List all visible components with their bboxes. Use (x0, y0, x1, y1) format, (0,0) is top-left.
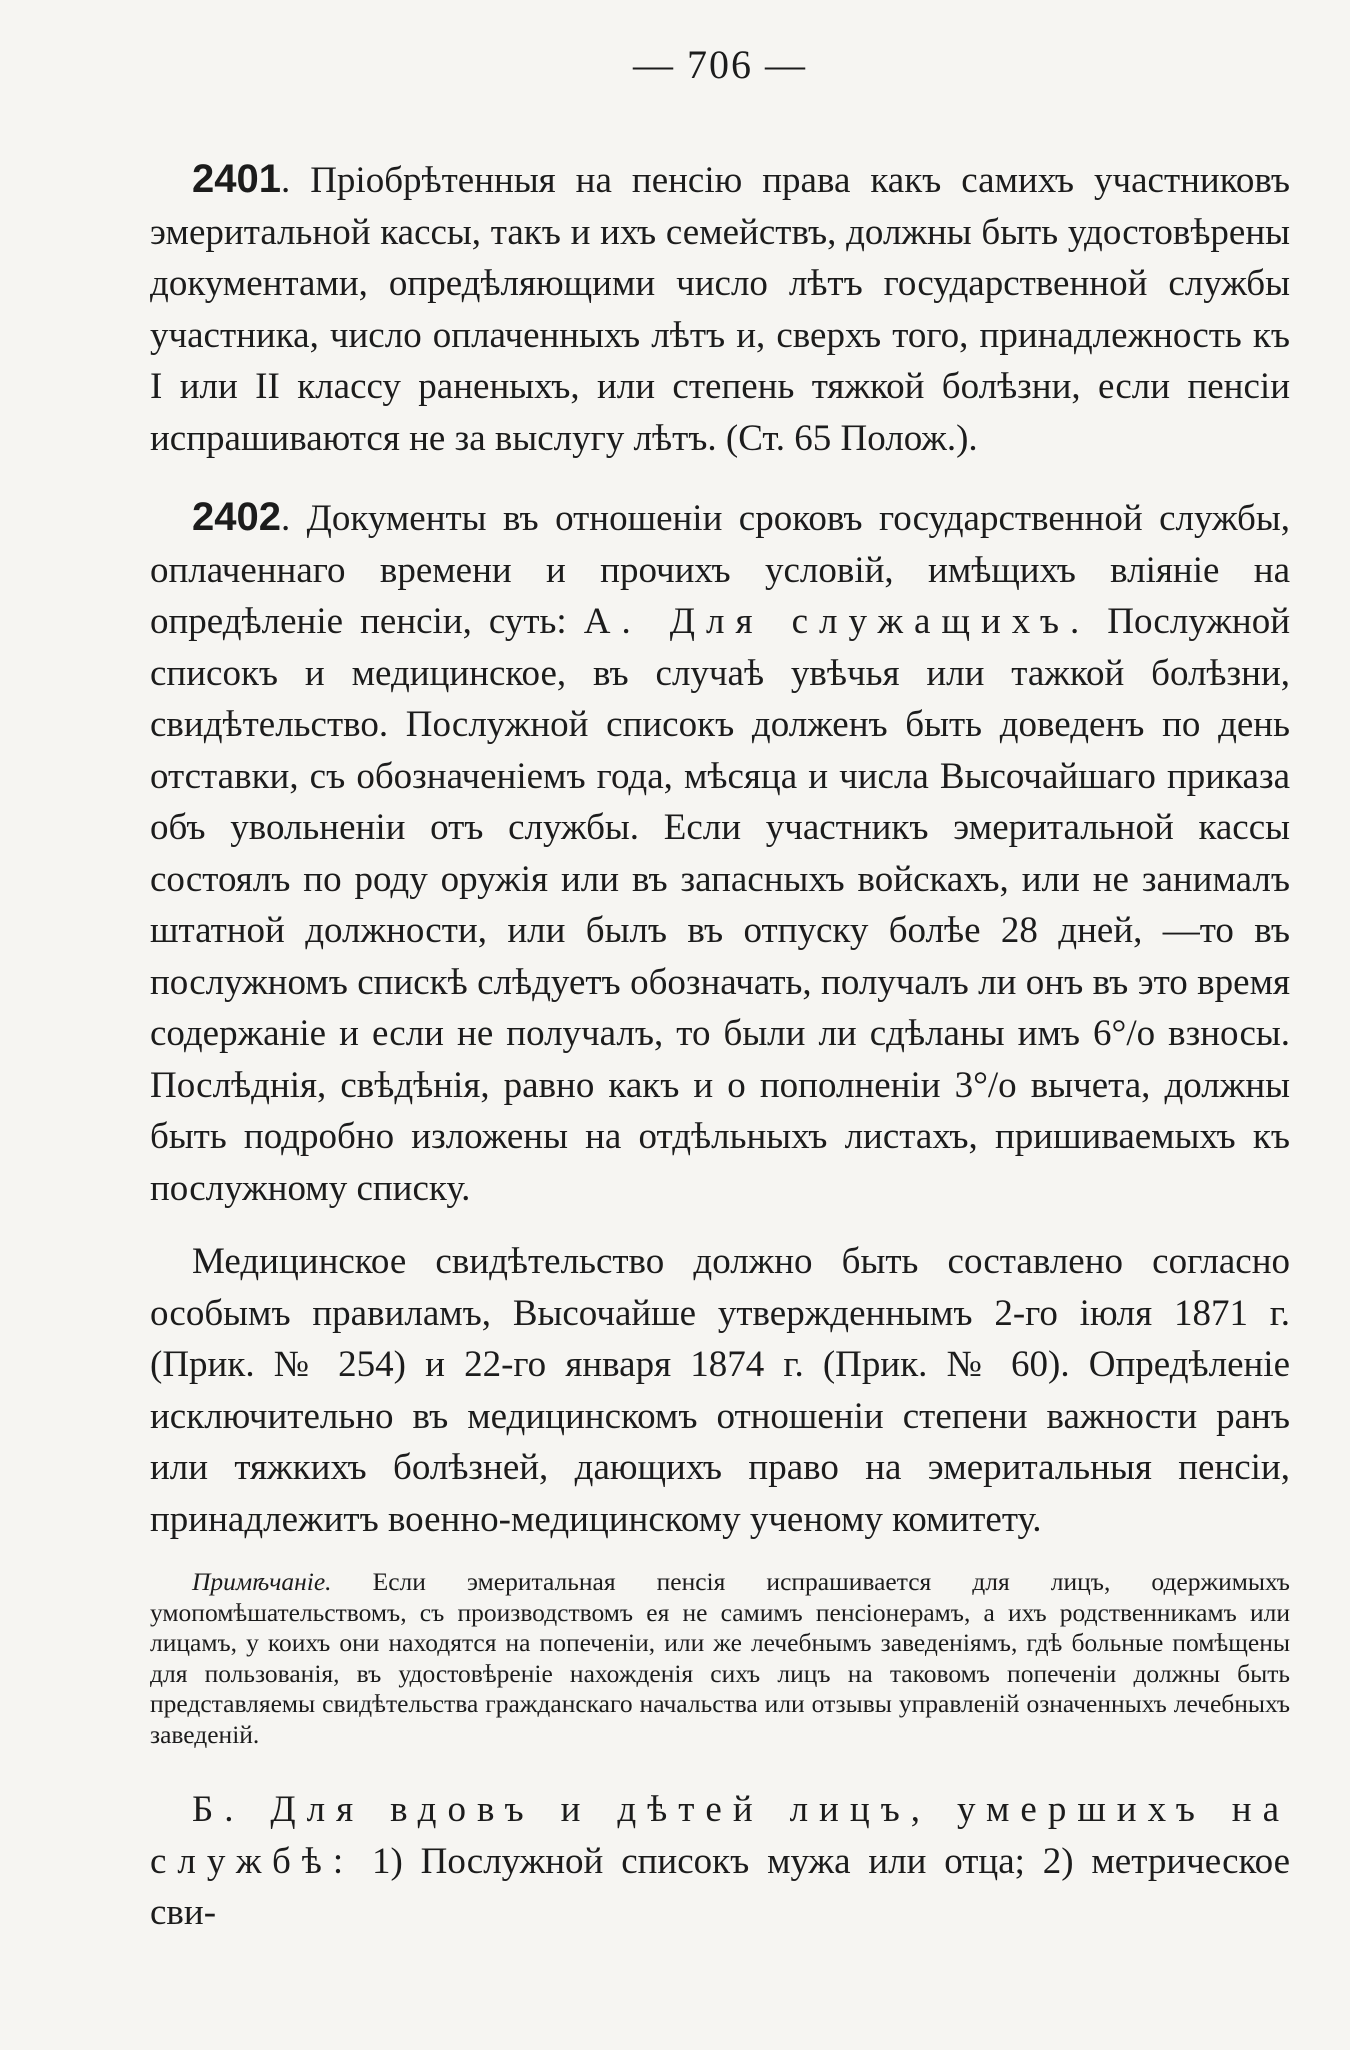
article-text: . Документы въ отношеніи сроковъ государственной службы, оплаченнаго времени и прочихъ условій, имѣщихъ вліяніе на опредѣленіе пенсіи, суть: (150, 498, 1290, 642)
section-a-heading: А. Для служащихъ. (583, 601, 1091, 642)
medical-paragraph: Медицинское свидѣтельство должно быть составлено согласно особымъ правиламъ, Высочайше утвержденнымъ 2-го іюля 1871 г. (Прик. № 254) и 22-го января 1874 г. (Прик. № 60). Опредѣленіе исключительно въ медицинскомъ отношеніи степени важности ранъ или тяжкихъ болѣзней, дающихъ право на эмеритальныя пенсіи, принадлежитъ военно-медицинскому ученому комитету. (150, 1241, 1290, 1540)
document-page (150, 40, 1290, 1939)
section-b-text: 1) Послужной списокъ мужа или отца; 2) метрическое сви- (150, 1840, 1290, 1933)
note-label: Примѣчаніе. (192, 1567, 332, 1596)
page-number: — 706 — (633, 42, 807, 87)
article-2401 (150, 154, 1290, 464)
note-text: Если эмеритальная пенсія испрашивается для лицъ, одержимыхъ умопомѣшательствомъ, съ производствомъ ея не самимъ пенсіонерамъ, а ихъ родственникамъ или лицамъ, у коихъ они находятся на попеченіи, или же лечебнымъ заведеніямъ, гдѣ больные помѣщены для пользованія, въ удостовѣреніе нахожденія сихъ лицъ на таковомъ попеченіи должны быть представляемы свидѣтельства гражданскаго начальства или отзывы управленій означенныхъ лечебныхъ заведеній. (150, 1567, 1290, 1749)
note (150, 1567, 1290, 1750)
section-b (150, 1784, 1290, 1939)
article-text: . Пріобрѣтенныя на пенсію права какъ самихъ участниковъ эмеритальной кассы, такъ и ихъ семействъ, должны быть удостовѣрены документами, опредѣляющими число лѣтъ государственной службы участника, число оплаченныхъ лѣтъ и, сверхъ того, принадлежность къ I или II классу раненыхъ, или степень тяжкой болѣзни, если пенсіи испрашиваются не за выслугу лѣтъ. (Ст. 65 Полож.). (150, 160, 1290, 459)
article-number: 2401 (192, 157, 281, 201)
article-number: 2402 (192, 495, 281, 539)
section-b-heading: Б. Для вдовъ и дѣтей лицъ, умершихъ на службѣ: (150, 1789, 1290, 1882)
article-text-continued: Послужной списокъ и медицинское, въ случаѣ увѣчья или тажкой болѣзни, свидѣтельство. Послужной списокъ долженъ быть доведенъ по день отставки, съ обозначеніемъ года, мѣсяца и числа Высочайшаго приказа объ увольненіи отъ службы. Если участникъ эмеритальной кассы состоялъ по роду оружія или въ запасныхъ войскахъ, или не занималъ штатной должности, или былъ въ отпуску болѣе 28 дней, —то въ послужномъ спискѣ слѣдуетъ обозначать, получалъ ли онъ въ это время содержаніе и если не получалъ, то были ли сдѣланы имъ 6°/o взносы. Послѣднія, свѣдѣнія, равно какъ и о пополненіи 3°/o вычета, должны быть подробно изложены на отдѣльныхъ листахъ, пришиваемыхъ къ послужному списку. (150, 601, 1290, 1209)
article-2402 (150, 492, 1290, 1214)
